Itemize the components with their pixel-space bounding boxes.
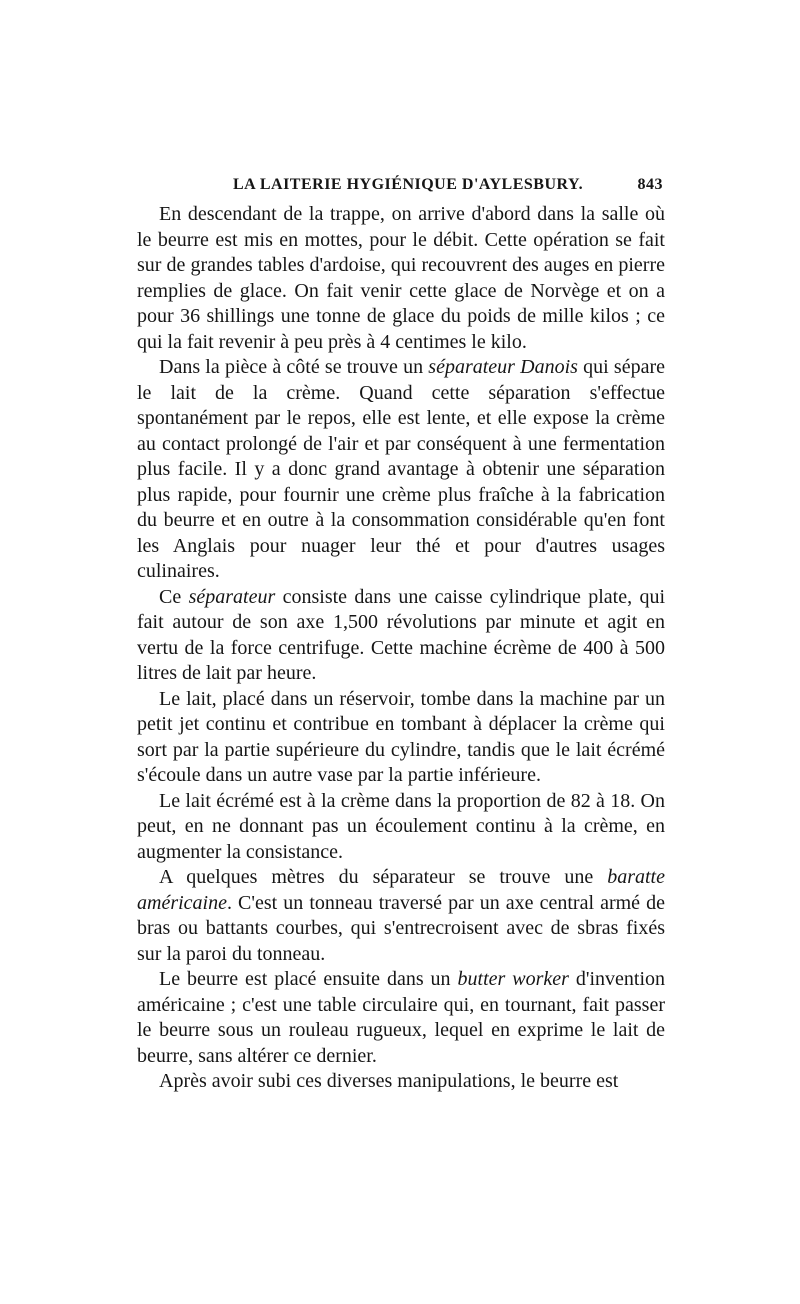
paragraph [137,1069,665,1095]
paragraph [137,355,665,585]
paragraph-text: qui sépare le lait de la crème. Quand cette séparation s'effectue spontanément par le repos, elle est lente, et elle expose la crème au contact prolongé de l'air et par conséquent à une fermentation plus facile. Il y a donc grand avantage à obtenir une séparation plus rapide, pour fournir une crème plus fraîche à la fabrication du beurre et en outre à la consommation considérable qu'en font les Anglais pour nuager leur thé et pour d'autres usages culinaires. [137,356,665,582]
paragraph-text: Ce [159,585,189,608]
paragraph-text: Dans la pièce à côté se trouve un [159,356,429,378]
paragraph-text: d'invention américaine ; c'est une table circulaire qui, en tournant, fait passer le beurre sous un rouleau rugueux, lequel en exprime le lait de beurre, sans altérer ce dernier. [137,968,666,1067]
paragraph-text: A quelques mètres du séparateur se trouve une [159,866,608,888]
body-text [137,202,665,1095]
paragraph [137,865,665,967]
running-title: LA LAITERIE HYGIÉNIQUE D'AYLESBURY. [233,176,584,193]
book-page [137,176,665,1095]
page-number: 843 [637,176,663,193]
italic-term: butter worker [457,968,569,990]
paragraph-text: Le beurre est placé ensuite dans un [159,968,458,990]
paragraph [137,687,665,789]
paragraph [137,967,665,1069]
italic-term: séparateur Danois [428,356,578,378]
running-header [137,176,665,202]
paragraph [137,789,665,866]
paragraph-text: En descendant de la trappe, on arrive d'abord dans la salle où le beurre est mis en mottes, pour le débit. Cette opération se fait sur de grandes tables d'ardoise, qui recouvrent des auges en pierre remplies de glace. On fait venir cette glace de Norvège et on a pour 36 shillings une tonne de glace du poids de mille kilos ; ce qui la fait revenir à peu près à 4 centimes le kilo. [137,203,665,353]
paragraph-text: Après avoir subi ces diverses manipulations, le beurre est [159,1070,619,1092]
italic-term: baratte américaine [137,866,665,914]
paragraph [137,585,665,687]
italic-term: séparateur [188,585,276,608]
paragraph [137,202,665,355]
paragraph-text: Le lait, placé dans un réservoir, tombe dans la machine par un petit jet continu et contribue en tombant à déplacer la crème qui sort par la partie supérieure du cylindre, tandis que le lait écrémé s'écoule dans un autre vase par la partie inférieure. [137,687,665,786]
paragraph-text: consiste dans une caisse cylindrique plate, qui fait autour de son axe 1,500 révolutions par minute et agit en vertu de la force centrifuge. Cette machine écrème de 400 à 500 litres de lait par heure. [137,585,665,684]
paragraph-text: Le lait écrémé est à la crème dans la proportion de 82 à 18. On peut, en ne donnant pas un écoulement continu à la crème, en augmenter la consistance. [137,789,665,863]
paragraph-text: . C'est un tonneau traversé par un axe central armé de bras ou battants courbes, qui s'entrecroisent avec de sbras fixés sur la paroi du tonneau. [137,891,665,965]
